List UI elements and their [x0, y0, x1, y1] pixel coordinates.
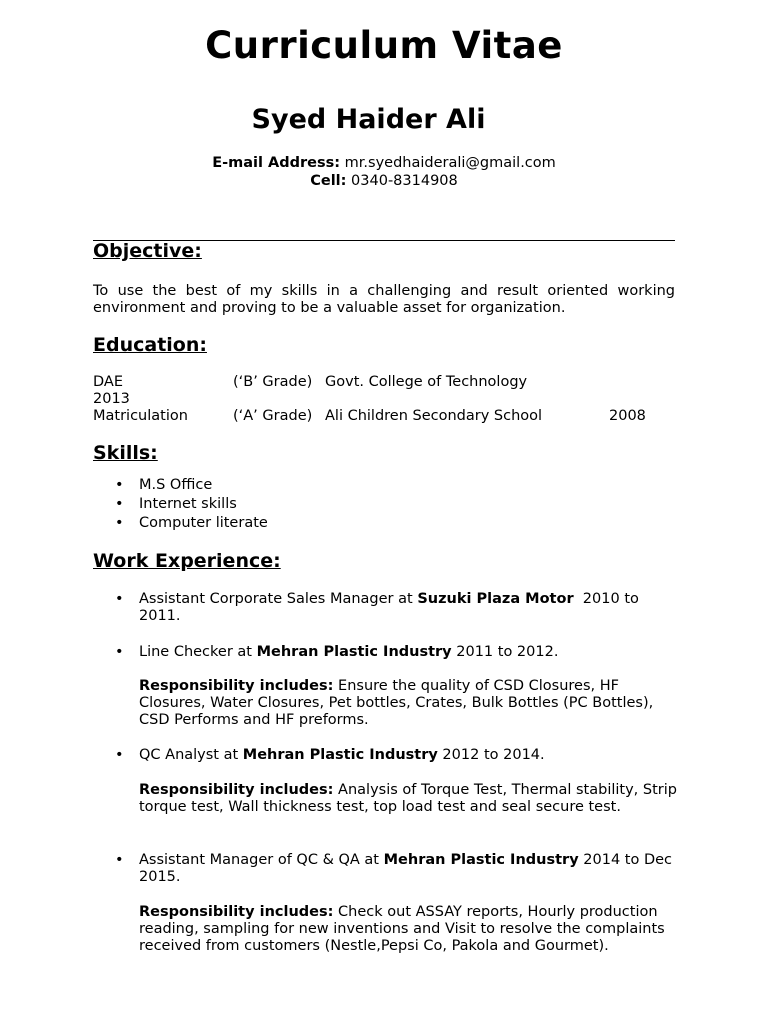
job-text: [139, 591, 683, 625]
job-item: [93, 852, 683, 886]
cell-label: Cell:: [310, 173, 347, 189]
education-degree: DAE: [93, 374, 123, 390]
responsibility-text: Analysis of Torque Test, Thermal stability, Strip torque test, Wall thickness test, top load test and seal secure test.: [139, 782, 677, 815]
bullet-icon: •: [115, 591, 124, 607]
job-period: 2011 to 2012.: [451, 644, 559, 660]
cell-value: 0340-8314908: [351, 173, 458, 189]
education-institute: Govt. College of Technology: [325, 374, 528, 390]
responsibility-text: Ensure the quality of CSD Closures, HF Closures, Water Closures, Pet bottles, Crates, Bulk Bottles (PC Bottles), CSD Performs and HF preforms.: [139, 678, 654, 728]
education-grade: (‘A’ Grade): [233, 408, 313, 424]
cell-line: [0, 172, 768, 190]
job-text: [139, 644, 683, 661]
education-row: [93, 374, 693, 410]
email-value: mr.syedhaiderali@gmail.com: [344, 155, 556, 171]
education-year: 2008: [609, 408, 646, 424]
email-label: E-mail Address:: [212, 155, 341, 171]
job-text: [139, 852, 683, 886]
job-responsibilities: [139, 678, 679, 729]
education-year: 2013: [93, 391, 130, 407]
job-role: QC Analyst at: [139, 747, 243, 763]
job-role: Assistant Manager of QC & QA at: [139, 852, 384, 868]
responsibility-text: Check out ASSAY reports, Hourly production reading, sampling for new inventions and Visit to resolve the complaints received from customers (Nestle,Pepsi Co, Pakola and Gourmet).: [139, 904, 665, 954]
bullet-icon: •: [115, 644, 124, 660]
job-period: 2014 to Dec 2015.: [139, 852, 672, 885]
objective-heading: Objective:: [93, 240, 202, 262]
education-row: [93, 408, 693, 426]
objective-text: To use the best of my skills in a challenging and result oriented working environment and proving to be a valuable asset for organization.: [93, 283, 675, 316]
education-heading: Education:: [93, 334, 207, 356]
contact-block: [0, 154, 768, 190]
skill-item: • M.S Office: [93, 476, 268, 495]
job-company: Mehran Plastic Industry: [383, 852, 579, 868]
job-item: [93, 644, 683, 661]
job-responsibilities: [139, 904, 679, 955]
responsibility-label: Responsibility includes:: [139, 678, 334, 694]
bullet-icon: •: [115, 852, 124, 868]
document-title: Curriculum Vitae: [205, 24, 563, 67]
job-item: [93, 591, 683, 625]
email-line: [0, 154, 768, 172]
job-role: Line Checker at: [139, 644, 257, 660]
job-role: Assistant Corporate Sales Manager at: [139, 591, 418, 607]
job-company: Suzuki Plaza Motor: [417, 591, 574, 607]
candidate-name: Syed Haider Ali: [251, 104, 486, 135]
work-experience-heading: Work Experience:: [93, 550, 281, 572]
job-company: Mehran Plastic Industry: [242, 747, 438, 763]
bullet-icon: •: [115, 747, 124, 763]
education-institute: Ali Children Secondary School: [325, 408, 543, 424]
skills-heading: Skills:: [93, 442, 158, 464]
job-item: [93, 747, 683, 764]
job-company: Mehran Plastic Industry: [256, 644, 452, 660]
skill-item: • Internet skills: [93, 495, 268, 514]
skills-list: [93, 476, 268, 533]
job-period: 2010 to 2011.: [139, 591, 644, 624]
job-period: 2012 to 2014.: [437, 747, 545, 763]
education-degree: Matriculation: [93, 408, 188, 424]
responsibility-label: Responsibility includes:: [139, 904, 334, 920]
job-text: [139, 747, 683, 764]
education-grade: (‘B’ Grade): [233, 374, 313, 390]
responsibility-label: Responsibility includes:: [139, 782, 334, 798]
job-responsibilities: [139, 782, 679, 816]
skill-item: • Computer literate: [93, 514, 268, 533]
